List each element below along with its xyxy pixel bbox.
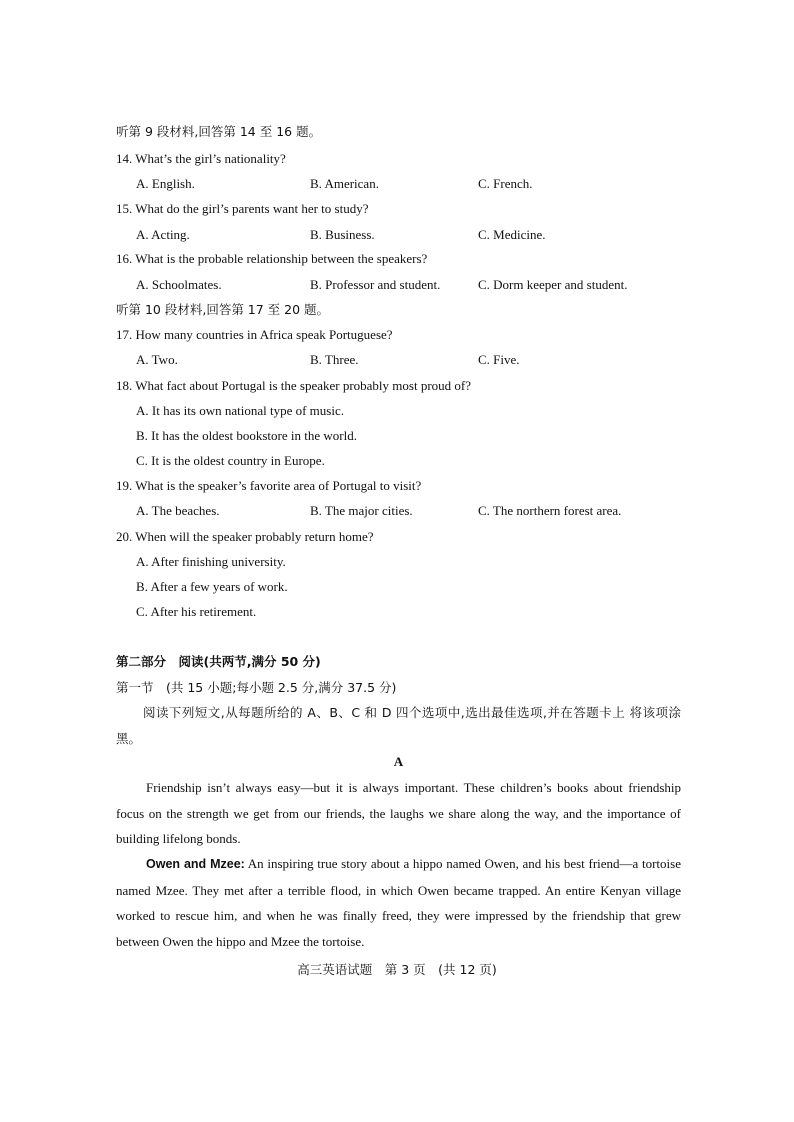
question-20-option-b: B. After a few years of work. <box>136 579 288 594</box>
question-19-option-b: B. The major cities. <box>310 503 413 518</box>
book-title: Owen and Mzee: <box>146 857 245 871</box>
passage-intro-paragraph: Friendship isn’t always easy—but it is always important. These children’s books about friendship focus on the strength we get from our friends, the laughs we share along the way, and the importance of building lifelong bonds. <box>116 780 681 846</box>
question-16-option-b: B. Professor and student. <box>310 277 441 292</box>
passage-label: A <box>393 754 404 769</box>
question-19-option-a: A. The beaches. <box>136 503 220 518</box>
question-14-option-b: B. American. <box>310 176 379 191</box>
question-18-option-b: B. It has the oldest bookstore in the world. <box>136 428 357 443</box>
page-footer: 高三英语试题 第 3 页 (共 12 页) <box>297 962 497 977</box>
question-18-option-c: C. It is the oldest country in Europe. <box>136 453 325 468</box>
question-15-option-c: C. Medicine. <box>478 227 546 242</box>
question-16-stem: 16. What is the probable relationship between the speakers? <box>116 251 428 266</box>
question-18-option-a: A. It has its own national type of music. <box>136 403 344 418</box>
reading-part-title: 第二部分 阅读(共两节,满分 50 分) <box>116 654 321 669</box>
reading-section-title: 第一节 (共 15 小题;每小题 2.5 分,满分 37.5 分) <box>116 680 397 695</box>
reading-instructions: 阅读下列短文,从每题所给的 A、B、C 和 D 四个选项中,选出最佳选项,并在答题卡上 将该项涂黑。 <box>116 705 681 746</box>
question-14-option-c: C. French. <box>478 176 533 191</box>
listening-section-9-intro: 听第 9 段材料,回答第 14 至 16 题。 <box>116 124 322 139</box>
question-20-option-a: A. After finishing university. <box>136 554 286 569</box>
listening-section-10-intro: 听第 10 段材料,回答第 17 至 20 题。 <box>116 302 330 317</box>
question-14-stem: 14. What’s the girl’s nationality? <box>116 151 286 166</box>
question-15-stem: 15. What do the girl’s parents want her to study? <box>116 201 369 216</box>
question-19-stem: 19. What is the speaker’s favorite area of Portugal to visit? <box>116 478 422 493</box>
question-14-option-a: A. English. <box>136 176 195 191</box>
question-19-option-c: C. The northern forest area. <box>478 503 622 518</box>
book-entry-owen-and-mzee <box>116 851 681 954</box>
question-17-option-a: A. Two. <box>136 352 178 367</box>
question-16-option-c: C. Dorm keeper and student. <box>478 277 628 292</box>
question-15-option-b: B. Business. <box>310 227 375 242</box>
book-description: An inspiring true story about a hippo named Owen, and his best friend—a tortoise named Mzee. They met after a terrible flood, in which Owen became trapped. An entire Kenyan village worked to rescue him, and when he was finally freed, they were impressed by the friendship that grew between Owen the hippo and Mzee the tortoise. <box>116 856 681 949</box>
question-17-option-c: C. Five. <box>478 352 520 367</box>
question-18-stem: 18. What fact about Portugal is the speaker probably most proud of? <box>116 378 472 393</box>
question-17-option-b: B. Three. <box>310 352 359 367</box>
question-20-stem: 20. When will the speaker probably return home? <box>116 529 374 544</box>
question-15-option-a: A. Acting. <box>136 227 190 242</box>
question-17-stem: 17. How many countries in Africa speak Portuguese? <box>116 327 393 342</box>
question-16-option-a: A. Schoolmates. <box>136 277 222 292</box>
question-20-option-c: C. After his retirement. <box>136 604 257 619</box>
